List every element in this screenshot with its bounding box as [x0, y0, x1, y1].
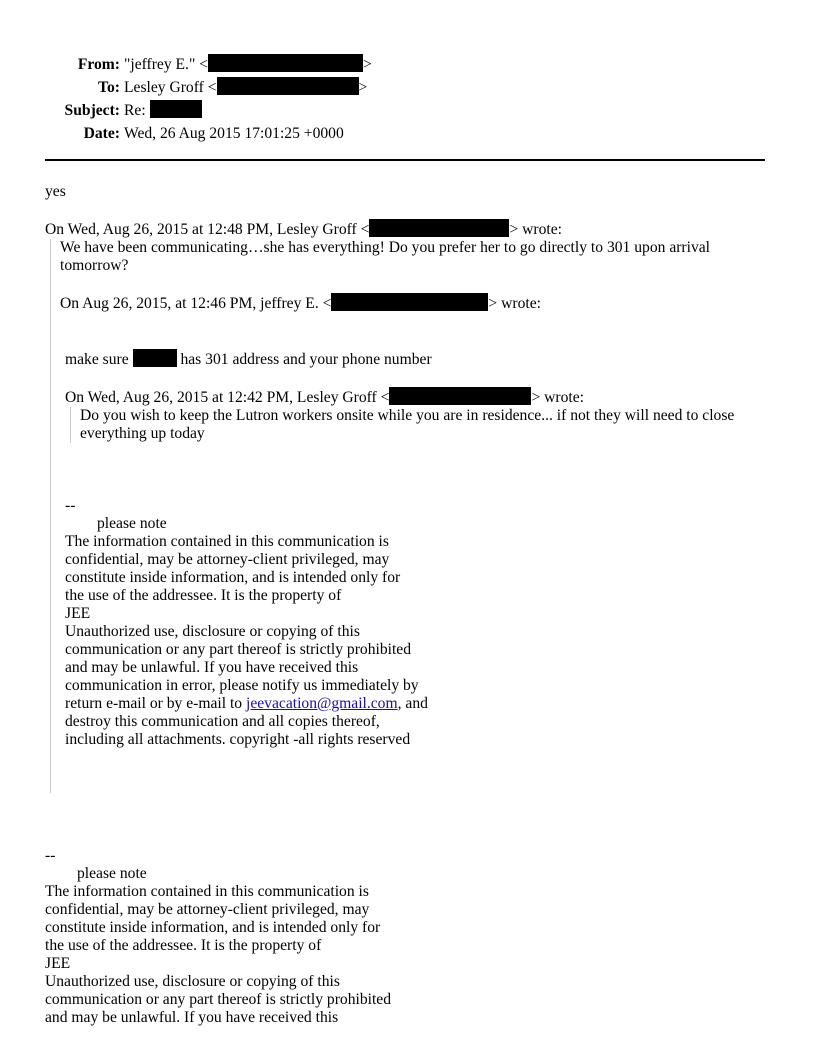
redaction-block [331, 293, 488, 311]
redaction-block [389, 387, 531, 405]
quoted-message-inner [70, 407, 775, 443]
header-divider [45, 159, 765, 161]
to-value: Lesley Groff < [124, 79, 217, 96]
subject-value: Re: [124, 102, 146, 119]
signature-line: Unauthorized use, disclosure or copying of this [65, 623, 360, 640]
signature-line: confidential, may be attorney-client privileged, may [45, 901, 370, 918]
attribution-suffix: > wrote: [488, 295, 541, 312]
signature-line: confidential, may be attorney-client privileged, may [65, 551, 390, 568]
attribution-suffix: > wrote: [531, 389, 584, 406]
signature-line: Unauthorized use, disclosure or copying of this [45, 973, 340, 990]
nested-message [60, 349, 775, 749]
quoted-text: Do you wish to keep the Lutron workers onsite while you are in residence... if not they will need to close everything up today [80, 407, 735, 442]
from-close: > [363, 56, 372, 73]
make-sure-text: make sure [65, 351, 129, 368]
subject-label: Subject: [64, 102, 120, 119]
from-value: "jeffrey E." < [124, 56, 209, 73]
redaction-block [217, 77, 359, 95]
signature-text: return e-mail or by e-mail to [65, 695, 246, 712]
signature-line: communication in error, please notify us immediately by [65, 677, 419, 694]
attribution-text: On Wed, Aug 26, 2015 at 12:42 PM, Lesley Groff < [65, 389, 390, 406]
to-row [0, 76, 816, 99]
attribution-line [65, 387, 775, 407]
signature-block [65, 497, 775, 749]
date-label: Date: [83, 125, 120, 142]
attribution-suffix: > wrote: [509, 221, 562, 238]
subject-row [0, 99, 816, 122]
redaction-block [208, 54, 363, 72]
outer-signature-block [45, 847, 775, 1027]
signature-line: destroy this communication and all copies thereof, [65, 713, 380, 730]
make-sure-line [65, 349, 775, 369]
redaction-block [133, 349, 177, 367]
date-value: Wed, 26 Aug 2015 17:01:25 +0000 [124, 125, 344, 142]
attribution-text: On Wed, Aug 26, 2015 at 12:48 PM, Lesley Groff < [45, 221, 370, 238]
email-link[interactable]: jeevacation@gmail.com [246, 695, 398, 712]
signature-dashes: -- [45, 847, 56, 864]
email-body [45, 183, 775, 1027]
signature-line: the use of the addressee. It is the property of [45, 937, 322, 954]
from-label: From: [77, 56, 120, 73]
signature-line: JEE [45, 955, 71, 972]
signature-line: including all attachments. copyright -all rights reserved [65, 731, 411, 748]
signature-line: and may be unlawful. If you have received this [45, 1009, 339, 1026]
reply-text: yes [45, 183, 66, 200]
signature-line: constitute inside information, and is intended only for [45, 919, 381, 936]
make-sure-rest: has 301 address and your phone number [180, 351, 432, 368]
signature-line: the use of the addressee. It is the property of [65, 587, 342, 604]
to-close: > [358, 79, 368, 96]
redaction-block [369, 219, 509, 237]
signature-text: , and [397, 695, 428, 712]
from-row [0, 53, 816, 76]
please-note: please note [97, 515, 167, 532]
attribution-line [45, 219, 775, 239]
signature-line [65, 695, 775, 713]
quoted-text: We have been communicating…she has everything! Do you prefer her to go directly to 301 upon arrival tomorrow? [60, 239, 711, 274]
redaction-block [150, 100, 202, 118]
attribution-text: On Aug 26, 2015, at 12:46 PM, jeffrey E. < [60, 295, 332, 312]
date-row [0, 122, 816, 145]
signature-line: communication or any part thereof is strictly prohibited [45, 991, 392, 1008]
signature-line: JEE [65, 605, 91, 622]
signature-line: and may be unlawful. If you have received this [65, 659, 359, 676]
email-header [0, 53, 816, 145]
signature-line: The information contained in this communication is [65, 533, 389, 550]
signature-line: communication or any part thereof is strictly prohibited [65, 641, 412, 658]
signature-line: The information contained in this communication is [45, 883, 369, 900]
signature-line: constitute inside information, and is intended only for [65, 569, 401, 586]
to-label: To: [98, 79, 120, 96]
attribution-line [60, 293, 775, 313]
please-note: please note [77, 865, 147, 882]
quoted-message [50, 239, 775, 793]
signature-dashes: -- [65, 497, 76, 514]
